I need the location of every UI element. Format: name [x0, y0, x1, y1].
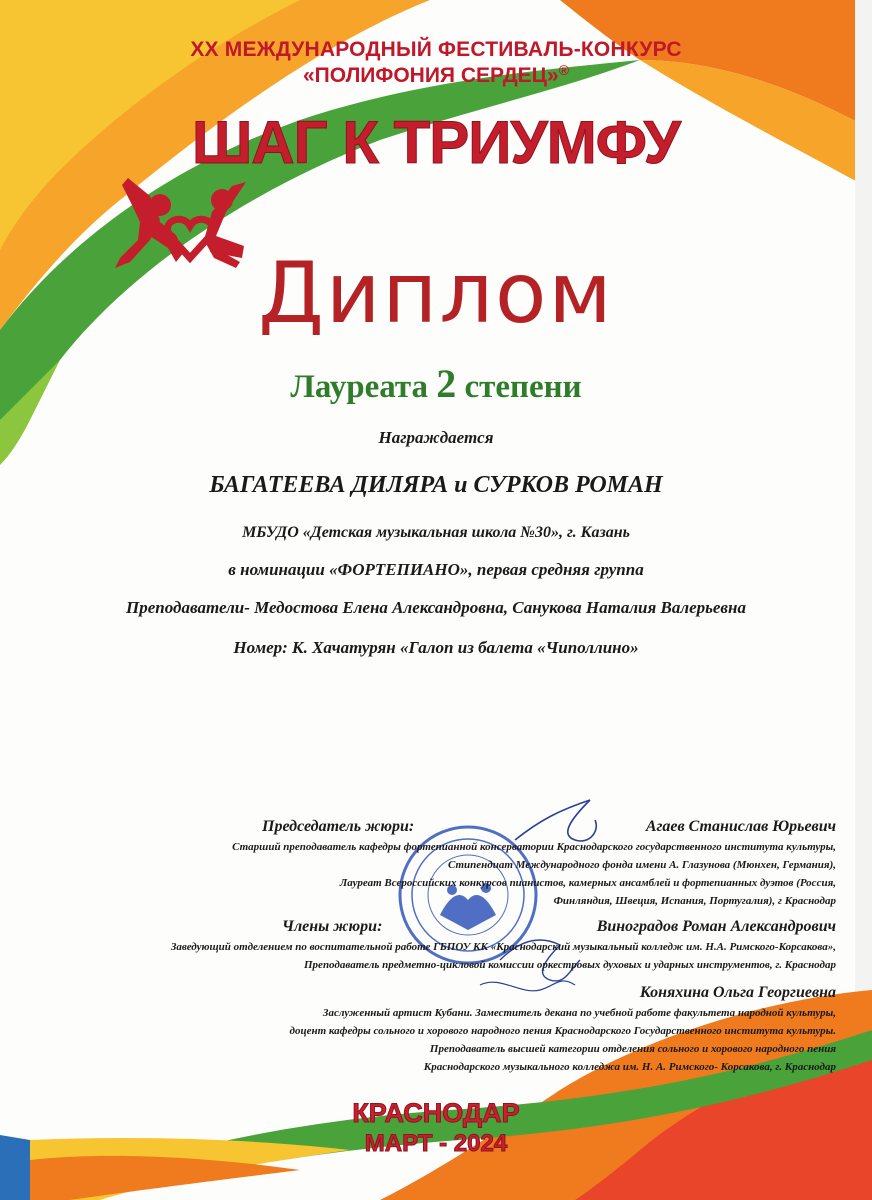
awarded-label: Награждается [378, 428, 494, 447]
jury-member1-desc-line: Заведующий отделением по воспитательной работе ГБПОУ КК «Краснодарский музыкальный колледж им. Н.А. Римского-Корсакова», [170, 941, 836, 953]
main-title: ШАГ К ТРИУМФУ [192, 109, 680, 176]
laureate-degree-number: 2 [436, 361, 457, 406]
jury-chair-desc-line: Старший преподаватель кафедры фортепианной консерватории Краснодарского государственного института культуры, [232, 841, 836, 853]
jury-members-label: Члены жюри: [282, 918, 383, 935]
jury-member2-desc-line: Заслуженный артист Кубани. Заместитель декана по учебной работе факультета народной культуры, [322, 1007, 836, 1019]
jury-chair-name: Агаев Станислав Юрьевич [645, 818, 836, 835]
festival-name: «ПОЛИФОНИЯ СЕРДЕЦ» [302, 64, 559, 87]
jury-chair-desc-line: Финляндия, Швеция, Испания, Португалия), г Краснодар [553, 895, 836, 907]
jury-member1-desc-line: Преподаватель предметно-цикловой комиссии оркестровых духовых и ударных инструментов, г. Краснодар [304, 959, 836, 971]
jury-member1-description [171, 938, 836, 974]
recipients-names: БАГАТЕЕВА ДИЛЯРА и СУРКОВ РОМАН [209, 472, 663, 498]
laureate-prefix: Лауреата [290, 369, 428, 405]
registered-mark: ® [558, 62, 570, 78]
footer-date: МАРТ - 2024 [364, 1130, 508, 1157]
festival-title-line1: XX МЕЖДУНАРОДНЫЙ ФЕСТИВАЛЬ-КОНКУРС [190, 38, 682, 61]
jury-chair-description [232, 838, 836, 910]
diploma-title: Диплом [258, 244, 614, 342]
jury-member2-desc-line: Преподаватель высшей категории отделения сольного и хорового народного пения [429, 1043, 836, 1055]
jury-member2-name: Коняхина Ольга Георгиевна [639, 984, 836, 1001]
jury-chair-desc-line: Стипендиат Международного фонда имени А. Глазунова (Мюнхен, Германия), [448, 859, 836, 871]
jury-member2-desc-line: доцент кафедры сольного и хорового народного пения Краснодарского Государственного института культуры. [289, 1025, 836, 1037]
program-piece: Номер: К. Хачатурян «Галоп из балета «Чиполлино» [233, 638, 639, 657]
jury-member2-description [290, 1004, 836, 1076]
jury-chair-label: Председатель жюри: [262, 818, 415, 835]
footer-city: КРАСНОДАР [352, 1098, 520, 1128]
jury-chair-desc-line: Лауреат Всероссийских конкурсов пианистов, камерных ансамблей и фортепианных дуэтов (Россия, [339, 877, 836, 889]
laureate-suffix: степени [464, 369, 582, 405]
nomination: в номинации «ФОРТЕПИАНО», первая средняя группа [228, 560, 644, 579]
jury-member2-desc-line: Краснодарского музыкального колледжа им. Н. А. Римского- Корсакова, г. Краснодар [423, 1061, 836, 1073]
teachers: Преподаватели- Медостова Елена Александровна, Санукова Наталия Валерьевна [126, 598, 746, 617]
school-name: МБУДО «Детская музыкальная школа №30», г. Казань [242, 524, 630, 541]
jury-member1-name: Виноградов Роман Александрович [596, 918, 836, 935]
